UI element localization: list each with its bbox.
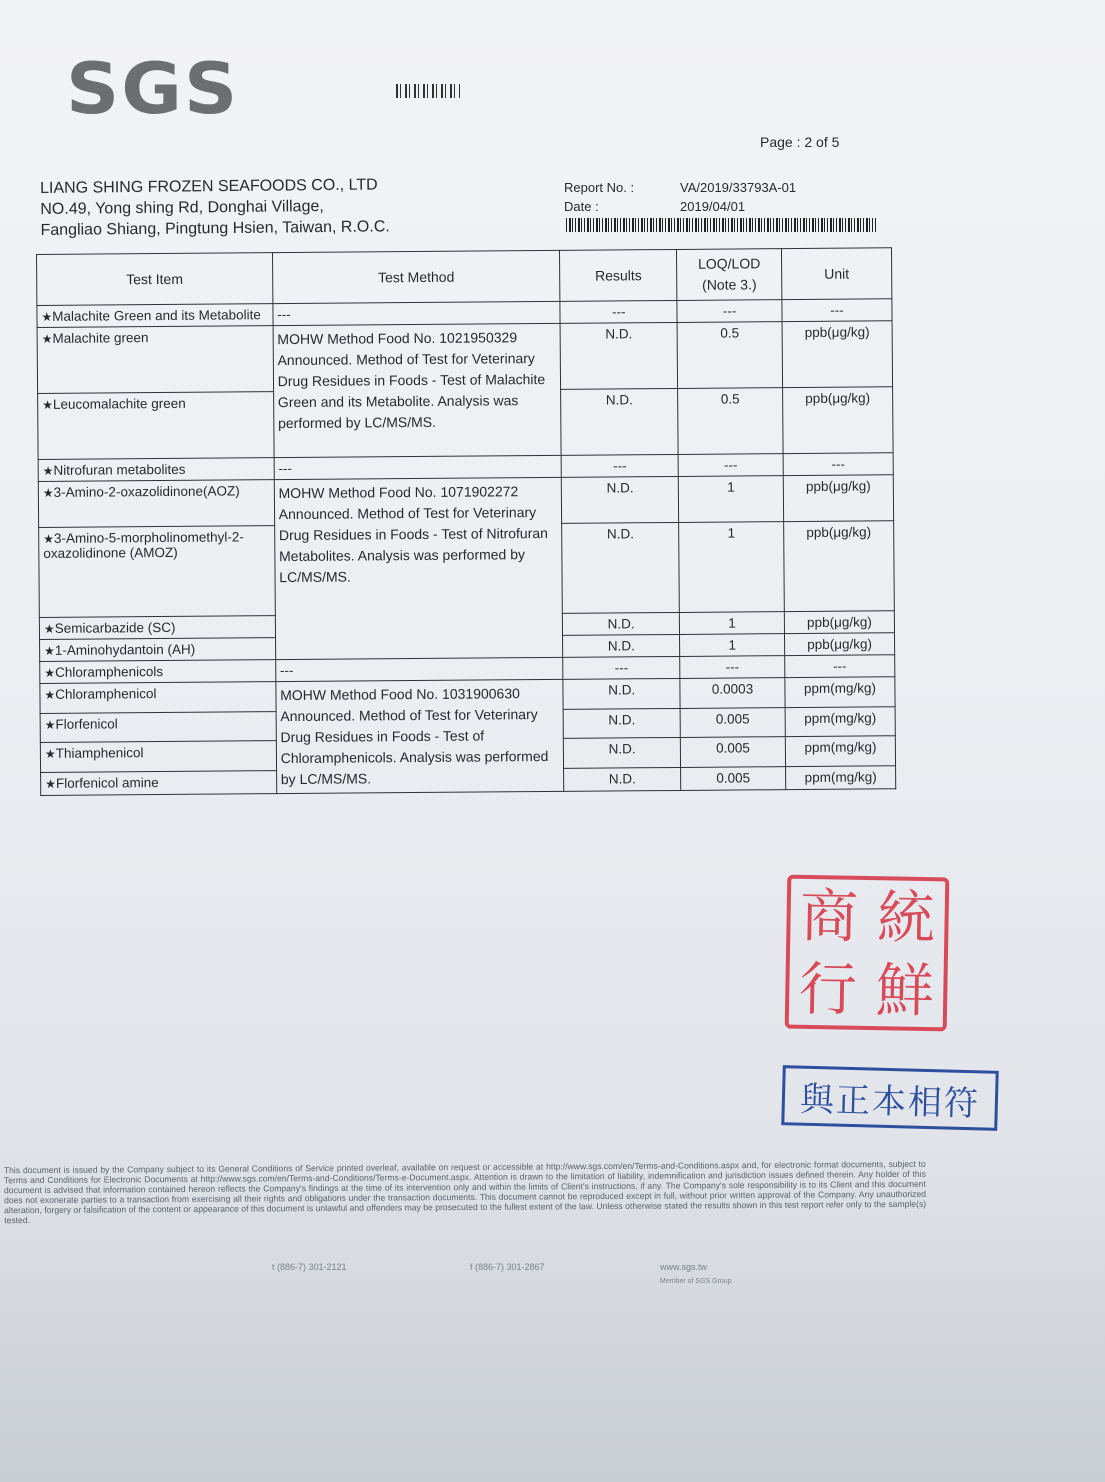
test-item: ★Malachite green bbox=[37, 326, 273, 394]
loq-value: 1 bbox=[678, 476, 783, 523]
group-dash-unit: --- bbox=[785, 655, 895, 678]
test-item: ★3-Amino-5-morpholinomethyl-2-oxazolidinone (AMOZ) bbox=[39, 526, 275, 618]
group-method-dash: --- bbox=[274, 455, 562, 479]
col-header-results: Results bbox=[560, 249, 677, 301]
report-no-label: Report No. : bbox=[564, 180, 635, 195]
loq-value: 1 bbox=[679, 522, 785, 613]
company-seal-stamp: 商 統 行 鮮 bbox=[785, 875, 950, 1032]
sgs-logo: SGS bbox=[66, 48, 240, 130]
test-item: ★Florfenicol bbox=[40, 711, 276, 742]
unit-value: ppb(μg/kg) bbox=[782, 321, 892, 388]
test-item: ★Leucomalachite green bbox=[38, 392, 274, 460]
results-table bbox=[36, 247, 896, 796]
group-dash-loq: --- bbox=[677, 300, 782, 323]
loq-value: 0.005 bbox=[680, 707, 785, 737]
footer-fax: f (886-7) 301-2867 bbox=[470, 1262, 545, 1272]
test-method: MOHW Method Food No. 1031900630 Announced. Method of Test for Veterinary Drug Residues in Foods - Test of Chloramphenicols. Analysis was performed by LC/MS/MS. bbox=[276, 679, 564, 793]
group-dash-unit: --- bbox=[782, 299, 892, 322]
address-line: LIANG SHING FROZEN SEAFOODS CO., LTD bbox=[40, 176, 378, 197]
unit-value: ppm(mg/kg) bbox=[786, 765, 896, 789]
group-title: ★Malachite Green and its Metabolite bbox=[37, 304, 273, 328]
test-item: ★Semicarbazide (SC) bbox=[39, 616, 275, 640]
group-dash-loq: --- bbox=[678, 454, 783, 477]
test-item: ★1-Aminohydantoin (AH) bbox=[40, 638, 276, 662]
group-dash-result: --- bbox=[561, 454, 678, 477]
test-method: MOHW Method Food No. 1021950329 Announced. Method of Test for Veterinary Drug Residues in Foods - Test of Malachite Green and its Metabolite. Analysis was performed by LC/MS/MS. bbox=[273, 323, 562, 457]
result-value: N.D. bbox=[563, 634, 680, 657]
col-header-method: Test Method bbox=[272, 250, 560, 303]
unit-value: ppb(μg/kg) bbox=[785, 633, 895, 656]
group-method-dash: --- bbox=[275, 657, 563, 681]
date-label: Date : bbox=[564, 199, 599, 214]
loq-value: 1 bbox=[679, 612, 784, 635]
result-value: N.D. bbox=[562, 522, 680, 613]
result-value: N.D. bbox=[564, 738, 681, 768]
report-no: VA/2019/33793A-01 bbox=[680, 180, 797, 195]
top-barcode bbox=[396, 84, 460, 98]
col-header-loq: LOQ/LOD (Note 3.) bbox=[677, 249, 782, 301]
test-item: ★Chloramphenicol bbox=[40, 682, 276, 713]
result-value: N.D. bbox=[560, 322, 677, 389]
footer-web: www.sgs.tw bbox=[660, 1262, 708, 1272]
col-header-unit: Unit bbox=[782, 248, 892, 300]
test-item: ★Thiamphenicol bbox=[40, 741, 276, 772]
test-item: ★Florfenicol amine bbox=[41, 770, 277, 795]
report-info bbox=[564, 178, 796, 216]
group-dash-result: --- bbox=[560, 300, 677, 323]
result-value: N.D. bbox=[561, 388, 678, 455]
table-row bbox=[37, 321, 892, 394]
result-value: N.D. bbox=[563, 678, 680, 708]
client-address bbox=[40, 174, 390, 241]
test-method: MOHW Method Food No. 1071902272 Announced. Method of Test for Veterinary Drug Residues in Foods - Test of Nitrofuran Metabolites. Analysis was performed by LC/MS/MS. bbox=[274, 477, 563, 659]
loq-value: 0.005 bbox=[681, 766, 786, 790]
loq-value: 0.0003 bbox=[680, 678, 785, 708]
result-value: N.D. bbox=[564, 767, 681, 791]
test-item: ★3-Amino-2-oxazolidinone(AOZ) bbox=[38, 480, 274, 528]
group-title: ★Chloramphenicols bbox=[40, 660, 276, 684]
legal-disclaimer: This document is issued by the Company subject to its General Conditions of Service printed overleaf, available on request or accessible at http://www.sgs.com/en/Terms-and-Conditions.aspx and, for electronic format documents, subject to Terms and Conditions for Electronic Documents at http://www.sgs.com/en/Terms-and-Conditions/Terms-e-Document.aspx. Attention is drawn to the limitation of liability, indemnification and jurisdiction issues defined therein. Any holder of this document is advised that information contained hereon reflects the Company's findings at the time of its intervention only and within the limits of Client's instructions, if any. The Company's sole responsibility is to its Client and this document does not exonerate parties to a transaction from exercising all their rights and obligations under the transaction documents. This document cannot be reproduced except in full, without prior written approval of the Company. Any unauthorized alteration, forgery or falsification of the content or appearance of this document is unlawful and offenders may be prosecuted to the fullest extent of the law. Unless otherwise stated the results shown in this test report refer only to the sample(s) tested. bbox=[3, 1158, 927, 1226]
address-line: Fangliao Shiang, Pingtung Hsien, Taiwan, R.O.C. bbox=[40, 218, 390, 239]
col-header-item: Test Item bbox=[37, 253, 273, 306]
footer-tel: t (886-7) 301-2121 bbox=[272, 1262, 347, 1272]
unit-value: ppb(μg/kg) bbox=[783, 387, 893, 454]
table-header-row bbox=[37, 248, 892, 306]
unit-value: ppb(μg/kg) bbox=[783, 475, 893, 522]
group-title: ★Nitrofuran metabolites bbox=[38, 458, 274, 482]
report-barcode bbox=[566, 218, 876, 232]
unit-value: ppb(μg/kg) bbox=[784, 521, 895, 612]
loq-value: 0.5 bbox=[677, 322, 782, 389]
result-value: N.D. bbox=[562, 476, 679, 523]
unit-value: ppb(μg/kg) bbox=[784, 611, 894, 634]
unit-value: ppm(mg/kg) bbox=[785, 706, 895, 736]
table-row bbox=[38, 475, 893, 528]
table-body bbox=[37, 299, 896, 796]
loq-value: 0.5 bbox=[678, 388, 783, 455]
report-date: 2019/04/01 bbox=[680, 199, 746, 214]
loq-value: 1 bbox=[680, 634, 785, 657]
unit-value: ppm(mg/kg) bbox=[785, 736, 895, 766]
group-dash-unit: --- bbox=[783, 453, 893, 476]
unit-value: ppm(mg/kg) bbox=[785, 677, 895, 707]
loq-value: 0.005 bbox=[680, 737, 785, 767]
result-value: N.D. bbox=[563, 708, 680, 738]
certified-copy-stamp: 與正本相符 bbox=[781, 1065, 998, 1131]
group-method-dash: --- bbox=[273, 301, 561, 325]
result-value: N.D. bbox=[563, 612, 680, 635]
footer-member: Member of SGS Group bbox=[660, 1278, 732, 1285]
group-dash-loq: --- bbox=[680, 656, 785, 679]
address-line: NO.49, Yong shing Rd, Donghai Village, bbox=[40, 198, 324, 218]
group-dash-result: --- bbox=[563, 656, 680, 679]
page-number: Page : 2 of 5 bbox=[760, 134, 840, 150]
